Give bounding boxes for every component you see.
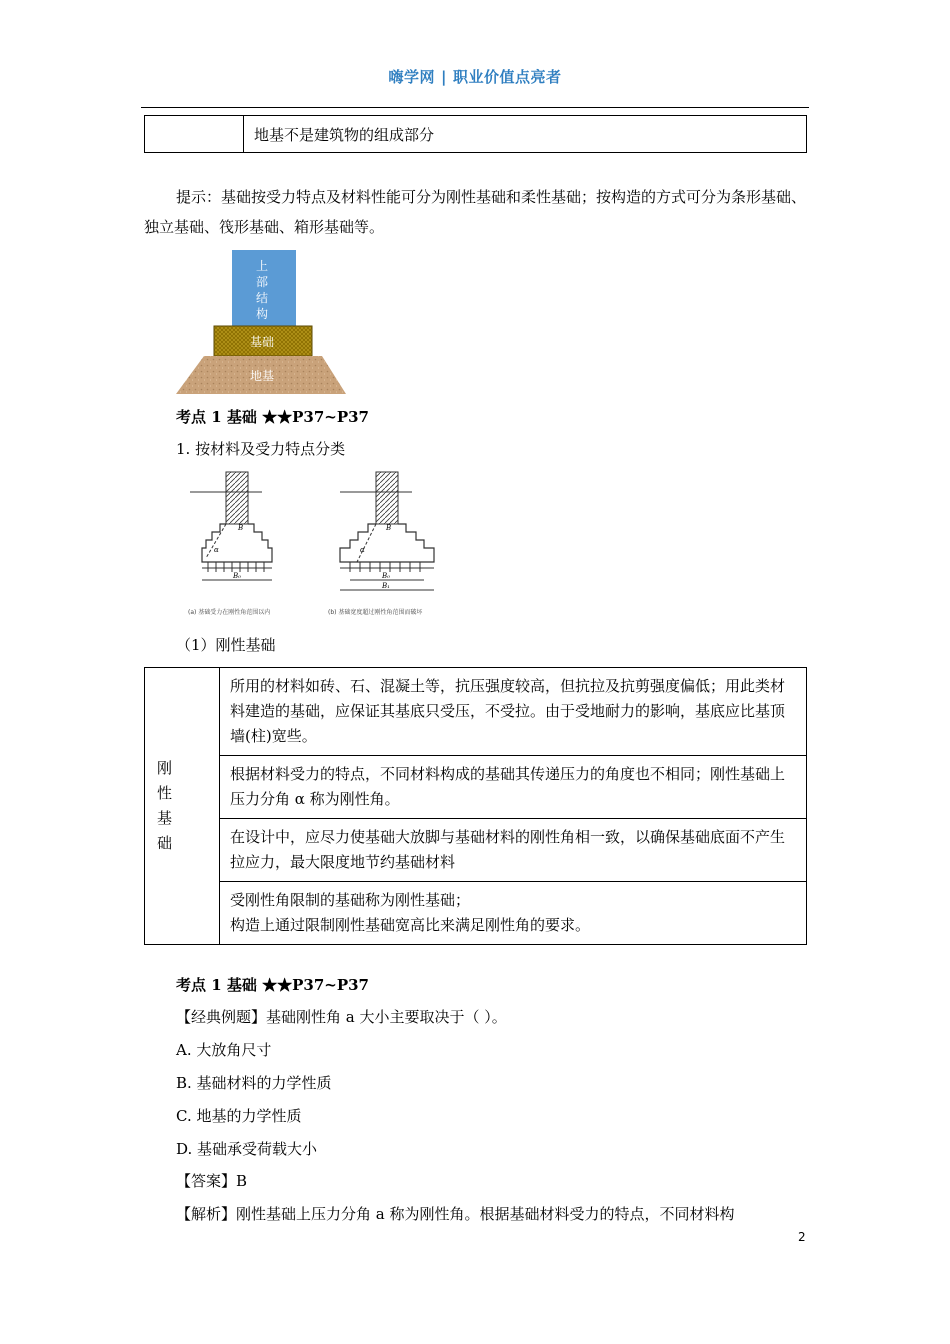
site-name: 嗨学网 (388, 68, 435, 86)
diagram-b-label-alpha: α (360, 546, 365, 554)
tip-paragraph: 提示：基础按受力特点及材料性能可分为刚性基础和柔性基础；按构造的方式可分为条形基础、独立基础、筏形基础、箱形基础等。 (144, 188, 807, 236)
site-tagline: 职业价值点亮者 (452, 68, 562, 86)
upper-label-4: 构 (255, 307, 269, 321)
option-a: A. 大放角尺寸 (176, 1041, 272, 1059)
upper-label-3: 结 (255, 291, 269, 305)
diagram-b-label-b0: B₀ (382, 572, 390, 580)
top-table-right-cell: 地基不是建筑物的组成部分 (244, 116, 807, 153)
diagram-b (328, 472, 434, 616)
diagram-a-wall (226, 472, 248, 524)
option-c: C. 地基的力学性质 (176, 1107, 302, 1125)
section1-heading: 考点 1 基础 ★★P37~P37 (176, 408, 369, 426)
option-b: B. 基础材料的力学性质 (176, 1074, 332, 1092)
rigid-side-cell (145, 668, 220, 945)
question-text: 【经典例题】基础刚性角 a 大小主要取决于（ ）。 (176, 1008, 507, 1026)
side-char: 础 (157, 834, 173, 852)
top-table (144, 115, 807, 153)
diagram-a-label-b: B (238, 524, 244, 532)
diagram-b-label-b: B (386, 524, 392, 532)
top-table-left-cell (145, 116, 244, 153)
diagram-b-label-b1: B₁ (382, 582, 390, 590)
upper-label-1: 上 (255, 259, 269, 273)
diagram-a-label-alpha: α (214, 546, 219, 554)
header-separator: | (441, 68, 447, 86)
section1-subheading: 1. 按材料及受力特点分类 (176, 440, 346, 458)
analysis-text: 【解析】刚性基础上压力分角 a 称为刚性角。根据基础材料受力的特点，不同材料构 (176, 1205, 735, 1223)
rigid-row-3: 在设计中，应尽力使基础大放脚与基础材料的刚性角相一致，以确保基础底面不产生拉应力，最大限度地节约基础材料 (220, 819, 807, 882)
option-d: D. 基础承受荷载大小 (176, 1140, 318, 1158)
rigid-row-4-line-1: 受刚性角限制的基础称为刚性基础； (230, 891, 471, 909)
caption-a: (a) 基础受力在刚性角范围以内 (188, 609, 271, 616)
diagram-b-wall (376, 472, 398, 524)
page-number: 2 (798, 1230, 806, 1244)
diagram-a (188, 472, 272, 616)
rigid-row-2: 根据材料受力的特点，不同材料构成的基础其传递压力的角度也不相同；刚性基础上压力分角 α 称为刚性角。 (220, 756, 807, 819)
rigid-row-4 (220, 882, 807, 945)
rigid-foundation-table (144, 667, 807, 945)
foundation-diagram (176, 250, 348, 396)
upper-label-2: 部 (255, 275, 269, 289)
side-char: 性 (157, 784, 173, 802)
rigid-foundation-title: （1）刚性基础 (176, 636, 276, 654)
answer-text: 【答案】B (176, 1172, 248, 1190)
rigid-angle-diagram (180, 468, 450, 620)
ground-label: 地基 (249, 369, 275, 383)
rigid-row-1: 所用的材料如砖、石、混凝土等，抗压强度较高，但抗拉及抗剪强度偏低；用此类材料建造的基础，应保证其基底只受压，不受拉。由于受地耐力的影响，基底应比基顶墙(柱)宽些。 (220, 668, 807, 756)
header-rule (141, 107, 809, 108)
page-header (0, 66, 950, 87)
side-char: 刚 (157, 759, 173, 777)
diagram-a-label-b0: B₀ (233, 572, 241, 580)
caption-b: (b) 基础宽度超过刚性角范围而破坏 (328, 609, 423, 616)
side-char: 基 (157, 809, 173, 827)
section2-heading: 考点 1 基础 ★★P37~P37 (176, 976, 369, 994)
foundation-label: 基础 (249, 335, 275, 349)
rigid-row-4-line-2: 构造上通过限制刚性基础宽高比来满足刚性角的要求。 (230, 916, 591, 934)
